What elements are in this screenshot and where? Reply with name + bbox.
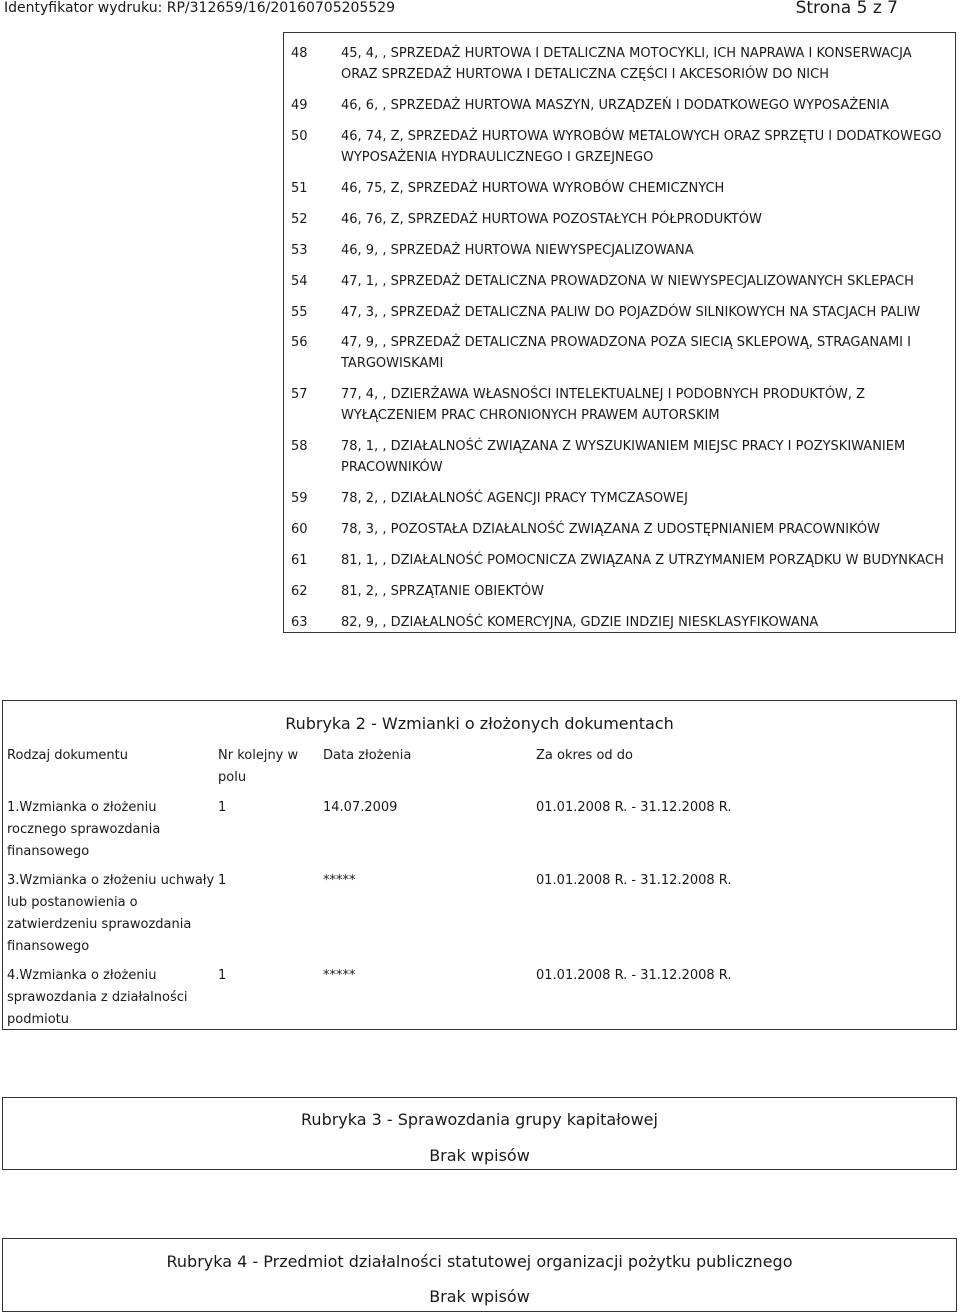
row-text: 82, 9, , DZIAŁALNOŚĆ KOMERCYJNA, GDZIE INDZIEJ NIESKLASYFIKOWANA xyxy=(341,615,819,630)
document-type: 3.Wzmianka o złożeniu uchwały lub postanowienia o zatwierdzeniu sprawozdania finansowego xyxy=(7,873,215,954)
row-number: 53 xyxy=(291,243,308,258)
row-number: 59 xyxy=(291,491,308,506)
row-text: 78, 3, , POZOSTAŁA DZIAŁALNOŚĆ ZWIĄZANA Z UDOSTĘPNIANIEM PRACOWNIKÓW xyxy=(341,522,881,537)
row-text: 78, 1, , DZIAŁALNOŚĆ ZWIĄZANA Z WYSZUKIWANIEM MIEJSC PRACY I POZYSKIWANIEM PRACOWNIKÓW xyxy=(341,439,906,475)
row-number: 54 xyxy=(291,274,308,289)
print-identifier: Identyfikator wydruku: RP/312659/16/20160705205529 xyxy=(4,0,396,16)
column-header: Data złożenia xyxy=(323,748,412,763)
page-number: Strona 5 z 7 xyxy=(795,0,898,18)
row-number: 58 xyxy=(291,439,308,454)
empty-entries: Brak wpisów xyxy=(429,1287,530,1306)
rubryka-4-section xyxy=(2,1238,957,1312)
row-text: 81, 2, , SPRZĄTANIE OBIEKTÓW xyxy=(341,584,544,599)
row-number: 49 xyxy=(291,98,308,113)
document-date: 14.07.2009 xyxy=(323,800,398,815)
document-date: ***** xyxy=(323,968,356,983)
row-number: 55 xyxy=(291,305,308,320)
row-number: 48 xyxy=(291,46,308,61)
row-number: 61 xyxy=(291,553,308,568)
row-text: 77, 4, , DZIERŻAWA WŁASNOŚCI INTELEKTUALNEJ I PODOBNYCH PRODUKTÓW, Z WYŁĄCZENIEM PRAC CHRONIONYCH PRAWEM AUTORSKIM xyxy=(341,387,866,423)
document-number: 1 xyxy=(218,968,227,983)
row-text: 47, 3, , SPRZEDAŻ DETALICZNA PALIW DO POJAZDÓW SILNIKOWYCH NA STACJACH PALIW xyxy=(341,305,921,320)
row-text: 45, 4, , SPRZEDAŻ HURTOWA I DETALICZNA MOTOCYKLI, ICH NAPRAWA I KONSERWACJA ORAZ SPRZEDAŻ HURTOWA I DETALICZNA CZĘŚCI I AKCESORIÓW DO NICH xyxy=(341,46,912,82)
row-text: 46, 74, Z, SPRZEDAŻ HURTOWA WYROBÓW METALOWYCH ORAZ SPRZĘTU I DODATKOWEGO WYPOSAŻENIA HYDRAULICZNEGO I GRZEJNEGO xyxy=(341,129,942,165)
row-number: 60 xyxy=(291,522,308,537)
document-number: 1 xyxy=(218,873,227,888)
row-text: 47, 1, , SPRZEDAŻ DETALICZNA PROWADZONA W NIEWYSPECJALIZOWANYCH SKLEPACH xyxy=(341,274,914,289)
row-number: 52 xyxy=(291,212,308,227)
row-text: 81, 1, , DZIAŁALNOŚĆ POMOCNICZA ZWIĄZANA Z UTRZYMANIEM PORZĄDKU W BUDYNKACH xyxy=(341,553,944,568)
section-title: Rubryka 2 - Wzmianki o złożonych dokumentach xyxy=(285,714,674,733)
document-period: 01.01.2008 R. - 31.12.2008 R. xyxy=(536,873,732,888)
section-title: Rubryka 4 - Przedmiot działalności statutowej organizacji pożytku publicznego xyxy=(166,1252,793,1271)
document-type: 4.Wzmianka o złożeniu sprawozdania z działalności podmiotu xyxy=(7,968,188,1027)
row-text: 46, 9, , SPRZEDAŻ HURTOWA NIEWYSPECJALIZOWANA xyxy=(341,243,694,258)
document-period: 01.01.2008 R. - 31.12.2008 R. xyxy=(536,968,732,983)
document-date: ***** xyxy=(323,873,356,888)
row-number: 51 xyxy=(291,181,308,196)
rubryka-3-section xyxy=(2,1097,957,1170)
document-type: 1.Wzmianka o złożeniu rocznego sprawozdania finansowego xyxy=(7,800,161,859)
column-header: Za okres od do xyxy=(536,748,633,763)
row-text: 78, 2, , DZIAŁALNOŚĆ AGENCJI PRACY TYMCZASOWEJ xyxy=(341,491,688,506)
row-number: 56 xyxy=(291,335,308,350)
document-period: 01.01.2008 R. - 31.12.2008 R. xyxy=(536,800,732,815)
section-title: Rubryka 3 - Sprawozdania grupy kapitałowej xyxy=(301,1110,658,1129)
row-number: 63 xyxy=(291,615,308,630)
rubryka-2-section xyxy=(2,700,957,1030)
row-number: 50 xyxy=(291,129,308,144)
row-text: 46, 76, Z, SPRZEDAŻ HURTOWA POZOSTAŁYCH PÓŁPRODUKTÓW xyxy=(341,212,762,227)
empty-entries: Brak wpisów xyxy=(429,1146,530,1165)
row-number: 57 xyxy=(291,387,308,402)
row-text: 46, 6, , SPRZEDAŻ HURTOWA MASZYN, URZĄDZEŃ I DODATKOWEGO WYPOSAŻENIA xyxy=(341,98,890,113)
document-number: 1 xyxy=(218,800,227,815)
row-text: 46, 75, Z, SPRZEDAŻ HURTOWA WYROBÓW CHEMICZNYCH xyxy=(341,181,725,196)
pkd-table xyxy=(283,32,956,633)
column-header: Rodzaj dokumentu xyxy=(7,748,128,763)
row-number: 62 xyxy=(291,584,308,599)
row-text: 47, 9, , SPRZEDAŻ DETALICZNA PROWADZONA POZA SIECIĄ SKLEPOWĄ, STRAGANAMI I TARGOWISKAMI xyxy=(341,335,911,371)
column-header: Nr kolejny w polu xyxy=(218,748,299,785)
